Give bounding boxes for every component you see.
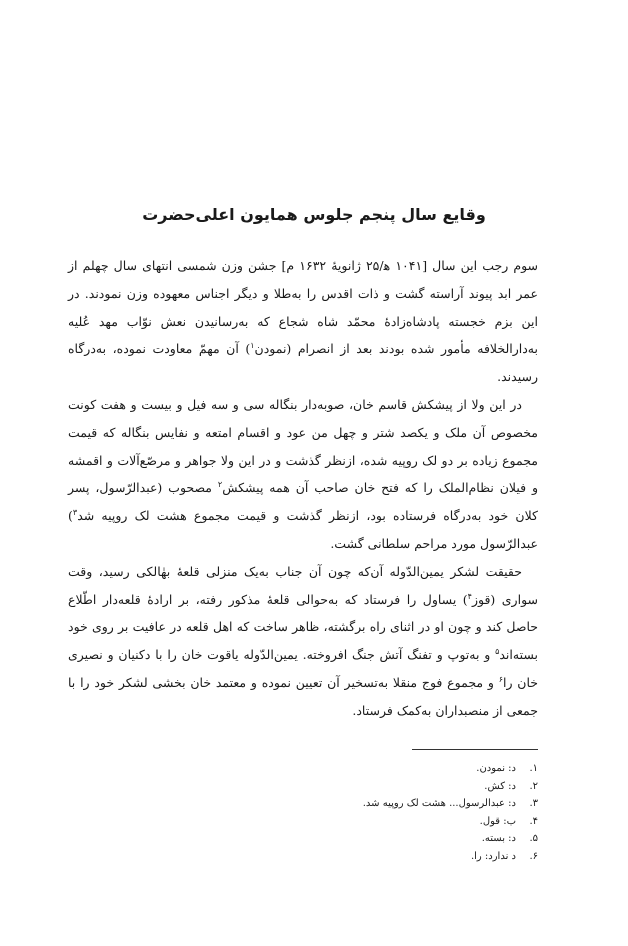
footnote-item xyxy=(278,813,538,831)
paragraph-text: در این ولا از پیشکش قاسم خان، صوبه‌دار بنگاله سی و سه فیل و بیست و هفت کونت مخصوص آن ملک و یکصد شتر و چهل من عود و اقسام امتعه و نفایس بنگاله که قیمت مجموع زیاده بر دو لک روپیه شده، ازنظر گذشت و در این ولا جواهر و مرصّع‌آلات و اقمشه و فیلان نظام‌الملک را که فتح خان صاحب آن همه پیشکش xyxy=(68,396,539,496)
footnote-text: د: نمودن. xyxy=(476,763,516,774)
footnote-divider xyxy=(412,749,538,750)
footnote-number: ۴. xyxy=(529,815,538,827)
body-text xyxy=(68,252,538,725)
paragraph-text: ) عبدالرّسول مورد مراحم سلطانی گشت. xyxy=(68,508,538,551)
footnote-item xyxy=(278,848,538,866)
footnote-number: ۱. xyxy=(529,763,538,774)
footnote-reference: ۲ xyxy=(217,480,223,490)
footnote-reference: ۶ xyxy=(498,674,503,684)
paragraph-text: مصحوب (عبدالرّسول، پسر کلان خود به‌درگاه فرستاده بود، ازنظر گذشت و قیمت مجموع هشت لک روپیه شد xyxy=(68,480,538,524)
footnote-text: د: کش. xyxy=(484,780,516,792)
footnotes xyxy=(278,760,538,866)
footnote-number: ۶. xyxy=(529,850,538,862)
footnote-item xyxy=(278,760,538,778)
paragraph-text: و به‌توپ و تفنگ آتش جنگ افروخته. یمین‌الدّوله یاقوت خان را با دکنیان و نصیری خان را xyxy=(68,647,539,690)
paragraph-text: ) آن مهمّ معاودت نموده، به‌درگاه رسیدند. xyxy=(68,341,538,385)
paragraph-text: و مجموع فوج منقلا به‌تسخیر آن تعیین نموده و معتمد خان بخشی لشکر خود را با جمعی از منصبداران به‌کمک فرستاد. xyxy=(68,674,538,718)
paragraph xyxy=(68,391,538,558)
paragraph-text: ) یساول را فرستاد که به‌حوالی قلعهٔ مذکور رفته، بر ارادهٔ قلعه‌دار اطّلاع حاصل کند و چون او در اثنای راه برگشته، ظاهر ساخت که اهل قلعه در عافیت بر روی خود بسته‌اند xyxy=(68,591,538,663)
footnote-reference: ۳ xyxy=(72,508,78,518)
footnote-item xyxy=(278,778,538,796)
paragraph xyxy=(68,252,538,391)
footnote-number: ۲. xyxy=(529,780,538,792)
footnote-item xyxy=(278,795,538,813)
footnote-reference: ۱ xyxy=(250,341,255,351)
paragraph-text: سوم رجب این سال [۱۰۴۱ ه‍/۲۵ ژانویهٔ ۱۶۳۲ م] جشن وزن شمسی انتهای سال چهلم از عمر ابد پیوند آراسته گشت و ذات اقدس را به‌طلا و دیگر اجناس معهوده وزن نمودند. در این بزم خجسته پادشاه‌زادهٔ محمّد شاه شجاع که به‌رسانیدن نعش نوّاب مهد عُلیه به‌دارالخلافه مأمور شده بودند بعد از انصرام (نمودن xyxy=(68,258,539,357)
paragraph-text: حقیقت لشکر یمین‌الدّوله آن‌که چون آن جناب به‌یک منزلی قلعهٔ بهٰالکی رسید، وقت سواری (قوز xyxy=(68,563,538,607)
page-title: وقایع سال پنجم جلوس همایون اعلی‌حضرت xyxy=(142,205,486,224)
footnote-reference: ۴ xyxy=(467,591,472,601)
footnote-number: ۵. xyxy=(529,833,538,845)
footnote-number: ۳. xyxy=(529,798,538,810)
paragraph xyxy=(68,558,538,725)
footnote-reference: ۵ xyxy=(495,647,500,656)
footnote-item xyxy=(278,830,538,848)
footnote-text: د: عبدالرسول... هشت لک روپیه شد. xyxy=(362,798,516,810)
footnote-text: د ندارد: را. xyxy=(470,850,516,862)
footnote-text: د: بسته. xyxy=(481,833,516,845)
footnote-text: ب: قول. xyxy=(479,815,516,827)
